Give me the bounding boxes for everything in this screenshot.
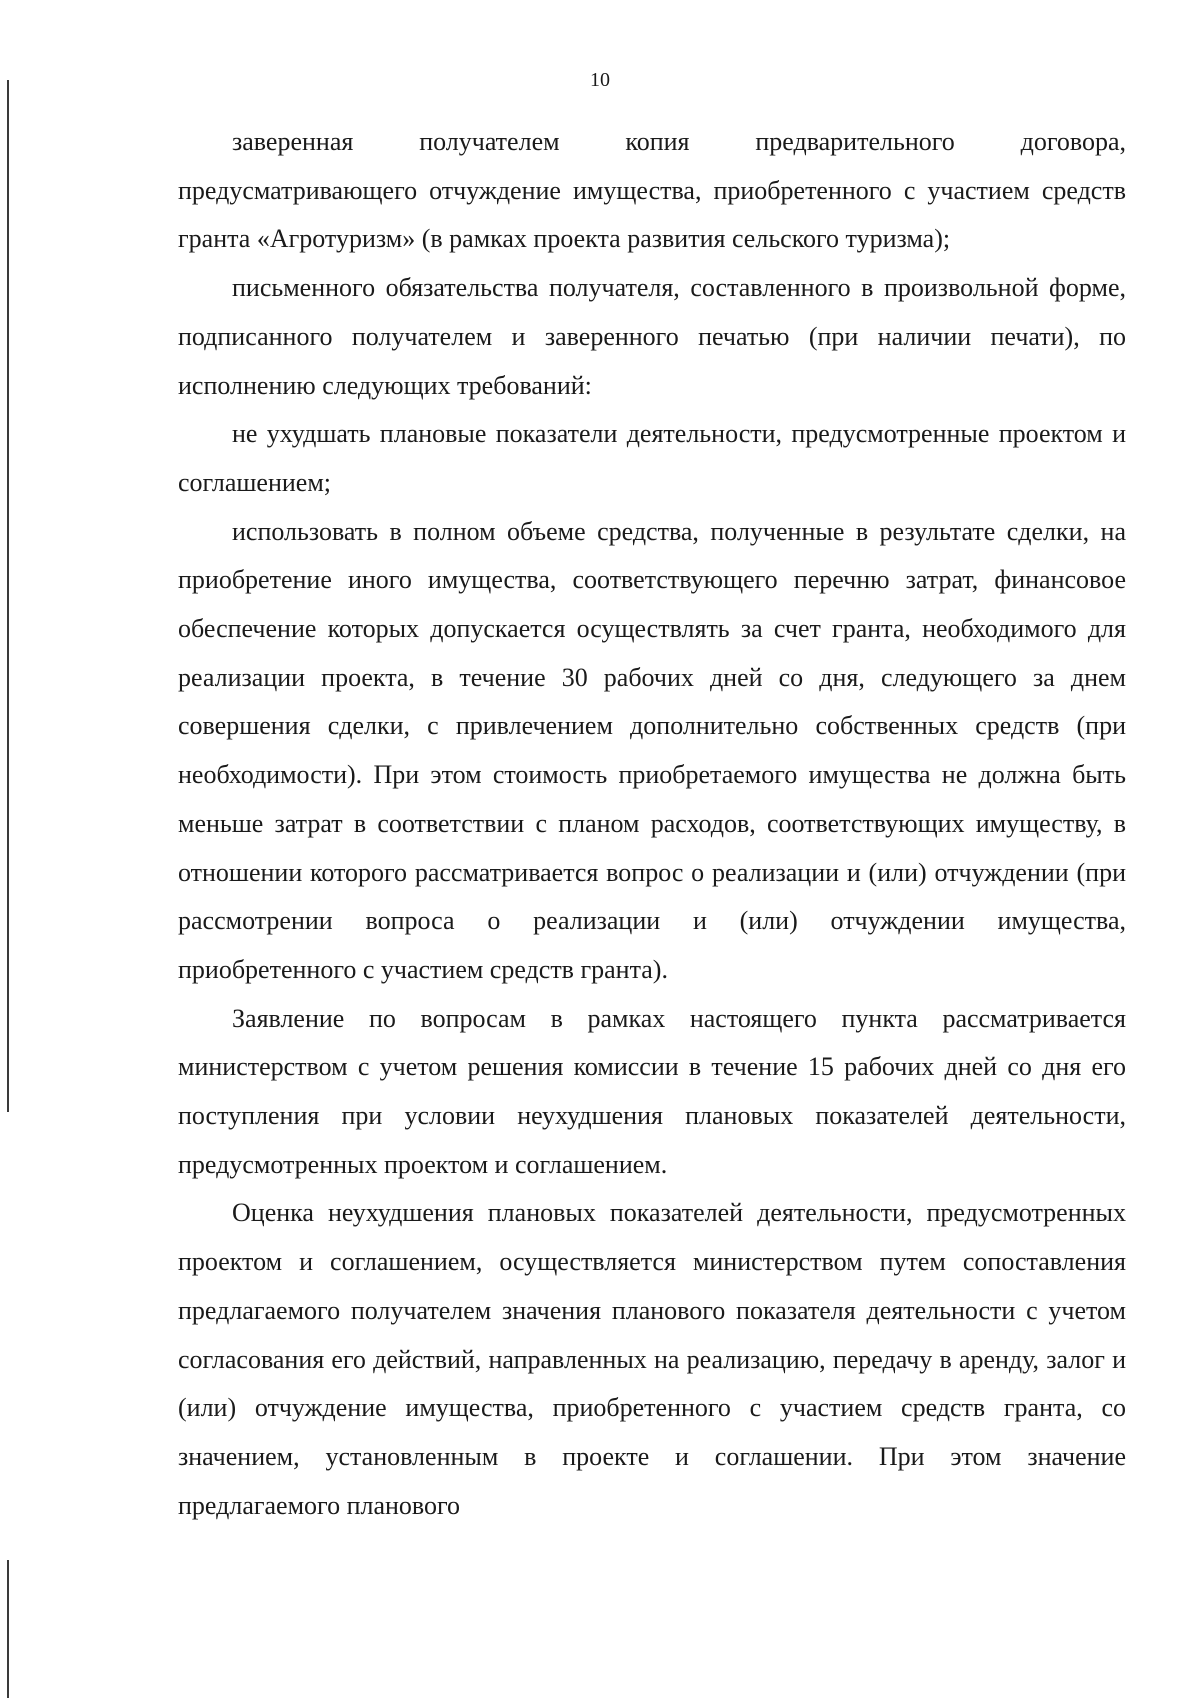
paragraph: Заявление по вопросам в рамках настоящего пункта рассматривается министерством с учетом решения комиссии в течение 15 рабочих дней со дня его поступления при условии неухудшения плановых показателей деятельности, предусмотренных проектом и соглашением. <box>178 1003 1126 1179</box>
scan-edge-line <box>7 80 9 1112</box>
paragraph: использовать в полном объеме средства, полученные в результате сделки, на приобретение иного имущества, соответствующего перечню затрат, финансовое обеспечение которых допускается осуществлять за счет гранта, необходимого для реализации проекта, в течение 30 рабочих дней со дня, следующего за днем совершения сделки, с привлечением дополнительно собственных средств (при необходимости). При этом стоимость приобретаемого имущества не должна быть меньше затрат в соответствии с планом расходов, соответствующих имуществу, в отношении которого рассматривается вопрос о реализации и (или) отчуждении (при рассмотрении вопроса о реализации и (или) отчуждении имущества, приобретенного с участием средств гранта). <box>178 516 1126 984</box>
paragraph: заверенная получателем копия предварительного договора, предусматривающего отчуждение имущества, приобретенного с участием средств гранта «Агротуризм» (в рамках проекта развития сельского туризма); <box>178 127 1126 254</box>
paragraph: письменного обязательства получателя, составленного в произвольной форме, подписанного получателем и заверенного печатью (при наличии печати), по исполнению следующих требований: <box>178 273 1126 400</box>
paragraph: не ухудшать плановые показатели деятельности, предусмотренные проектом и соглашением; <box>178 419 1126 497</box>
page-number: 10 <box>590 69 610 91</box>
scan-edge-line <box>7 1560 9 1698</box>
document-body <box>178 118 1126 1530</box>
paragraph: Оценка неухудшения плановых показателей деятельности, предусмотренных проектом и соглашением, осуществляется министерством путем сопоставления предлагаемого получателем значения планового показателя деятельности с учетом согласования его действий, направленных на реализацию, передачу в аренду, залог и (или) отчуждение имущества, приобретенного с участием средств гранта, со значением, установленным в проекте и соглашении. При этом значение предлагаемого планового <box>178 1198 1126 1520</box>
